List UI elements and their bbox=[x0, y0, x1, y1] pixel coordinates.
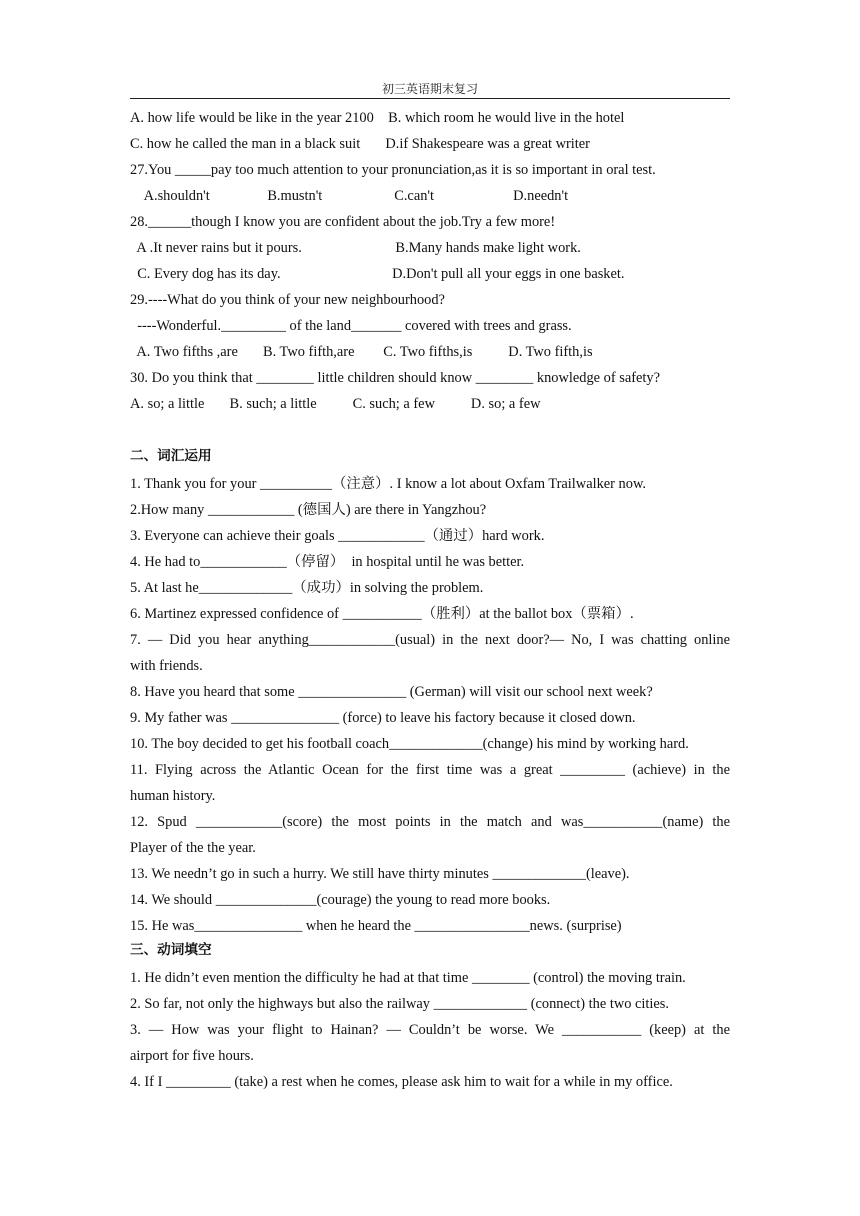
exercise-line: 6. Martinez expressed confidence of ___________（胜利）at the ballot box（票箱）. bbox=[130, 606, 634, 622]
exercise-line: 8. Have you heard that some _______________ (German) will visit our school next week? bbox=[130, 684, 653, 700]
section-title-vocabulary: 二、词汇运用 bbox=[130, 448, 212, 464]
exercise-line: 2.How many ____________ (德国人) are there in Yangzhou? bbox=[130, 502, 487, 518]
option-line: A .It never rains but it pours. B.Many hands make light work. bbox=[130, 240, 581, 256]
option-line: C. Every dog has its day. D.Don't pull all your eggs in one basket. bbox=[130, 266, 625, 282]
exercise-line: 14. We should ______________(courage) the young to read more books. bbox=[130, 892, 551, 908]
option-line: C. how he called the man in a black suit D.if Shakespeare was a great writer bbox=[130, 136, 590, 152]
exercise-line-continued: human history. bbox=[130, 788, 216, 804]
option-line: A. Two fifths ,are B. Two fifth,are C. Two fifths,is D. Two fifth,is bbox=[130, 344, 593, 360]
exercise-line: 3. Everyone can achieve their goals ____________（通过）hard work. bbox=[130, 528, 545, 544]
option-line: A.shouldn't B.mustn't C.can't D.needn't bbox=[130, 188, 569, 204]
exercise-line-continued: airport for five hours. bbox=[130, 1048, 254, 1064]
option-line: A. so; a little B. such; a little C. such; a few D. so; a few bbox=[130, 396, 541, 412]
exercise-line: 9. My father was _______________ (force) to leave his factory because it closed down. bbox=[130, 710, 636, 726]
exercise-line-continued: Player of the the year. bbox=[130, 840, 256, 856]
question-29: 29.----What do you think of your new neighbourhood? bbox=[130, 292, 445, 308]
exercise-line: 1. He didn’t even mention the difficulty he had at that time ________ (control) the moving train. bbox=[130, 970, 686, 986]
page-header: 初三英语期末复习 bbox=[381, 82, 478, 96]
question-30: 30. Do you think that ________ little children should know ________ knowledge of safety? bbox=[130, 370, 660, 386]
exercise-line: 13. We needn’t go in such a hurry. We still have thirty minutes _____________(leave). bbox=[130, 866, 630, 882]
header-rule bbox=[130, 98, 730, 99]
exercise-line: 1. Thank you for your __________（注意）. I know a lot about Oxfam Trailwalker now. bbox=[130, 476, 647, 492]
exercise-line: 3. — How was your flight to Hainan? — Couldn’t be worse. We ___________ (keep) at the bbox=[130, 1022, 730, 1038]
question-28: 28.______though I know you are confident about the job.Try a few more! bbox=[130, 214, 556, 230]
question-27: 27.You _____pay too much attention to your pronunciation,as it is so important in oral test. bbox=[130, 162, 656, 178]
question-29-answer: ----Wonderful._________ of the land_______ covered with trees and grass. bbox=[130, 318, 572, 334]
exercise-line: 15. He was_______________ when he heard the ________________news. (surprise) bbox=[130, 918, 622, 934]
exercise-line: 5. At last he_____________（成功）in solving the problem. bbox=[130, 580, 484, 596]
exercise-line: 12. Spud ____________(score) the most points in the match and was___________(name) the bbox=[130, 814, 730, 830]
section-title-verb-fill: 三、动词填空 bbox=[130, 942, 212, 958]
option-line: A. how life would be like in the year 2100 B. which room he would live in the hotel bbox=[130, 110, 625, 126]
exercise-line: 4. He had to____________（停留） in hospital until he was better. bbox=[130, 554, 525, 570]
exercise-line: 10. The boy decided to get his football coach_____________(change) his mind by working hard. bbox=[130, 736, 689, 752]
exercise-line: 4. If I _________ (take) a rest when he comes, please ask him to wait for a while in my office. bbox=[130, 1074, 673, 1090]
exercise-line: 2. So far, not only the highways but also the railway _____________ (connect) the two cities. bbox=[130, 996, 669, 1012]
exercise-line: 11. Flying across the Atlantic Ocean for the first time was a great _________ (achieve) in the bbox=[130, 762, 730, 778]
exercise-line: 7. — Did you hear anything____________(usual) in the next door?— No, I was chatting online bbox=[130, 632, 730, 648]
exercise-line-continued: with friends. bbox=[130, 658, 203, 674]
